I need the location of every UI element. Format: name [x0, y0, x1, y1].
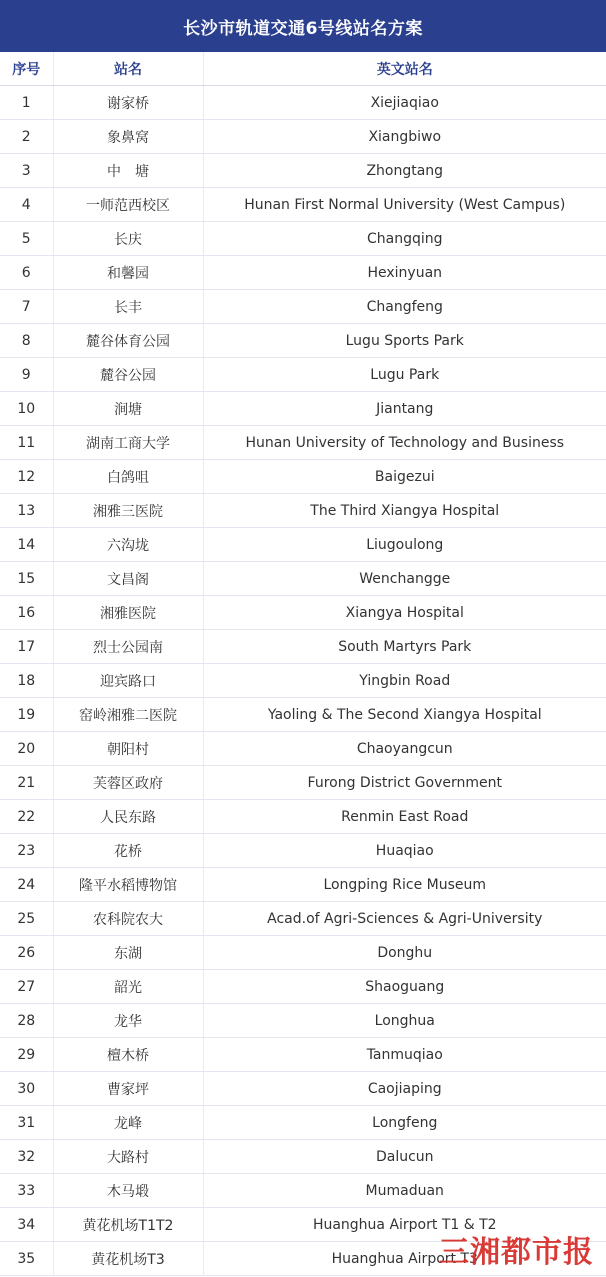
header-number: 序号: [0, 52, 53, 86]
table-row: [0, 256, 606, 290]
table-row: [0, 834, 606, 868]
row-number: 16: [0, 596, 53, 630]
row-station-name: 农科院农大: [53, 902, 203, 936]
row-english-name: Xiejiaqiao: [203, 86, 606, 120]
row-number: 21: [0, 766, 53, 800]
row-english-name: Hexinyuan: [203, 256, 606, 290]
table-row: [0, 1140, 606, 1174]
row-english-name: Longping Rice Museum: [203, 868, 606, 902]
table-row: [0, 120, 606, 154]
row-number: 12: [0, 460, 53, 494]
page-title: 长沙市轨道交通6号线站名方案: [0, 0, 606, 52]
table-row: [0, 902, 606, 936]
row-station-name: 湘雅医院: [53, 596, 203, 630]
row-english-name: Caojiaping: [203, 1072, 606, 1106]
row-number: 15: [0, 562, 53, 596]
row-number: 27: [0, 970, 53, 1004]
row-number: 9: [0, 358, 53, 392]
row-english-name: Changqing: [203, 222, 606, 256]
row-station-name: 迎宾路口: [53, 664, 203, 698]
row-english-name: Renmin East Road: [203, 800, 606, 834]
row-number: 24: [0, 868, 53, 902]
row-english-name: Liugoulong: [203, 528, 606, 562]
row-station-name: 象鼻窝: [53, 120, 203, 154]
row-english-name: Xiangbiwo: [203, 120, 606, 154]
row-number: 6: [0, 256, 53, 290]
row-number: 32: [0, 1140, 53, 1174]
row-number: 23: [0, 834, 53, 868]
table-row: [0, 732, 606, 766]
row-number: 26: [0, 936, 53, 970]
row-english-name: Wenchangge: [203, 562, 606, 596]
row-station-name: 朝阳村: [53, 732, 203, 766]
row-english-name: Hunan First Normal University (West Campus): [203, 188, 606, 222]
row-station-name: 谢家桥: [53, 86, 203, 120]
row-station-name: 烈士公园南: [53, 630, 203, 664]
table-row: [0, 936, 606, 970]
row-english-name: Dalucun: [203, 1140, 606, 1174]
row-number: 2: [0, 120, 53, 154]
table-row: [0, 698, 606, 732]
row-number: 3: [0, 154, 53, 188]
row-station-name: 黄花机场T1T2: [53, 1208, 203, 1242]
row-number: 10: [0, 392, 53, 426]
table-row: [0, 528, 606, 562]
row-station-name: 花桥: [53, 834, 203, 868]
table-row: [0, 86, 606, 120]
row-station-name: 六沟垅: [53, 528, 203, 562]
row-english-name: Shaoguang: [203, 970, 606, 1004]
table-row: [0, 358, 606, 392]
row-number: 1: [0, 86, 53, 120]
row-station-name: 曹家坪: [53, 1072, 203, 1106]
row-station-name: 白鸽咀: [53, 460, 203, 494]
table-row: [0, 1004, 606, 1038]
row-station-name: 和馨园: [53, 256, 203, 290]
row-station-name: 檀木桥: [53, 1038, 203, 1072]
row-number: 33: [0, 1174, 53, 1208]
row-number: 29: [0, 1038, 53, 1072]
header-station-name: 站名: [53, 52, 203, 86]
row-english-name: Yaoling & The Second Xiangya Hospital: [203, 698, 606, 732]
row-station-name: 人民东路: [53, 800, 203, 834]
table-row: [0, 154, 606, 188]
row-english-name: Huanghua Airport T1 & T2: [203, 1208, 606, 1242]
row-number: 7: [0, 290, 53, 324]
table-row: [0, 1106, 606, 1140]
row-station-name: 涧塘: [53, 392, 203, 426]
table-row: [0, 1174, 606, 1208]
row-station-name: 黄花机场T3: [53, 1242, 203, 1276]
row-station-name: 韶光: [53, 970, 203, 1004]
table-row: [0, 630, 606, 664]
table-row: [0, 460, 606, 494]
header-english-name: 英文站名: [203, 52, 606, 86]
row-number: 20: [0, 732, 53, 766]
row-english-name: Lugu Sports Park: [203, 324, 606, 358]
row-number: 18: [0, 664, 53, 698]
row-english-name: Changfeng: [203, 290, 606, 324]
row-english-name: Longfeng: [203, 1106, 606, 1140]
row-english-name: Huanghua Airport T3: [203, 1242, 606, 1276]
row-english-name: Tanmuqiao: [203, 1038, 606, 1072]
row-english-name: Chaoyangcun: [203, 732, 606, 766]
row-station-name: 长丰: [53, 290, 203, 324]
row-station-name: 湘雅三医院: [53, 494, 203, 528]
table-row: [0, 800, 606, 834]
row-station-name: 龙峰: [53, 1106, 203, 1140]
table-row: [0, 290, 606, 324]
table-row: [0, 868, 606, 902]
row-number: 35: [0, 1242, 53, 1276]
table-row: [0, 392, 606, 426]
row-number: 22: [0, 800, 53, 834]
row-station-name: 麓谷公园: [53, 358, 203, 392]
row-english-name: Yingbin Road: [203, 664, 606, 698]
row-number: 30: [0, 1072, 53, 1106]
table-row: [0, 970, 606, 1004]
row-english-name: Zhongtang: [203, 154, 606, 188]
table-header-row: [0, 52, 606, 86]
table-row: [0, 494, 606, 528]
row-station-name: 文昌阁: [53, 562, 203, 596]
row-number: 13: [0, 494, 53, 528]
row-station-name: 中 塘: [53, 154, 203, 188]
table-row: [0, 188, 606, 222]
row-number: 31: [0, 1106, 53, 1140]
row-english-name: The Third Xiangya Hospital: [203, 494, 606, 528]
row-station-name: 一师范西校区: [53, 188, 203, 222]
row-english-name: Acad.of Agri-Sciences & Agri-University: [203, 902, 606, 936]
station-table: [0, 52, 606, 1276]
row-english-name: Longhua: [203, 1004, 606, 1038]
row-english-name: Jiantang: [203, 392, 606, 426]
row-english-name: Furong District Government: [203, 766, 606, 800]
row-station-name: 大路村: [53, 1140, 203, 1174]
row-number: 28: [0, 1004, 53, 1038]
row-english-name: Hunan University of Technology and Business: [203, 426, 606, 460]
table-row: [0, 324, 606, 358]
table-row: [0, 664, 606, 698]
row-english-name: Huaqiao: [203, 834, 606, 868]
table-row: [0, 426, 606, 460]
row-number: 34: [0, 1208, 53, 1242]
row-station-name: 湖南工商大学: [53, 426, 203, 460]
table-row: [0, 1072, 606, 1106]
row-english-name: Baigezui: [203, 460, 606, 494]
row-station-name: 窑岭湘雅二医院: [53, 698, 203, 732]
table-row: [0, 596, 606, 630]
row-english-name: Mumaduan: [203, 1174, 606, 1208]
row-number: 8: [0, 324, 53, 358]
row-station-name: 芙蓉区政府: [53, 766, 203, 800]
row-number: 17: [0, 630, 53, 664]
row-station-name: 木马塅: [53, 1174, 203, 1208]
row-station-name: 隆平水稻博物馆: [53, 868, 203, 902]
row-station-name: 东湖: [53, 936, 203, 970]
row-english-name: Donghu: [203, 936, 606, 970]
row-number: 14: [0, 528, 53, 562]
table-row: [0, 1038, 606, 1072]
table-row: [0, 222, 606, 256]
row-station-name: 麓谷体育公园: [53, 324, 203, 358]
row-english-name: Lugu Park: [203, 358, 606, 392]
table-row: [0, 766, 606, 800]
row-station-name: 龙华: [53, 1004, 203, 1038]
row-number: 25: [0, 902, 53, 936]
row-station-name: 长庆: [53, 222, 203, 256]
row-number: 11: [0, 426, 53, 460]
table-row: [0, 562, 606, 596]
row-number: 4: [0, 188, 53, 222]
row-number: 5: [0, 222, 53, 256]
row-english-name: Xiangya Hospital: [203, 596, 606, 630]
row-english-name: South Martyrs Park: [203, 630, 606, 664]
row-number: 19: [0, 698, 53, 732]
newspaper-logo-watermark: 三湘都市报: [439, 1235, 594, 1270]
